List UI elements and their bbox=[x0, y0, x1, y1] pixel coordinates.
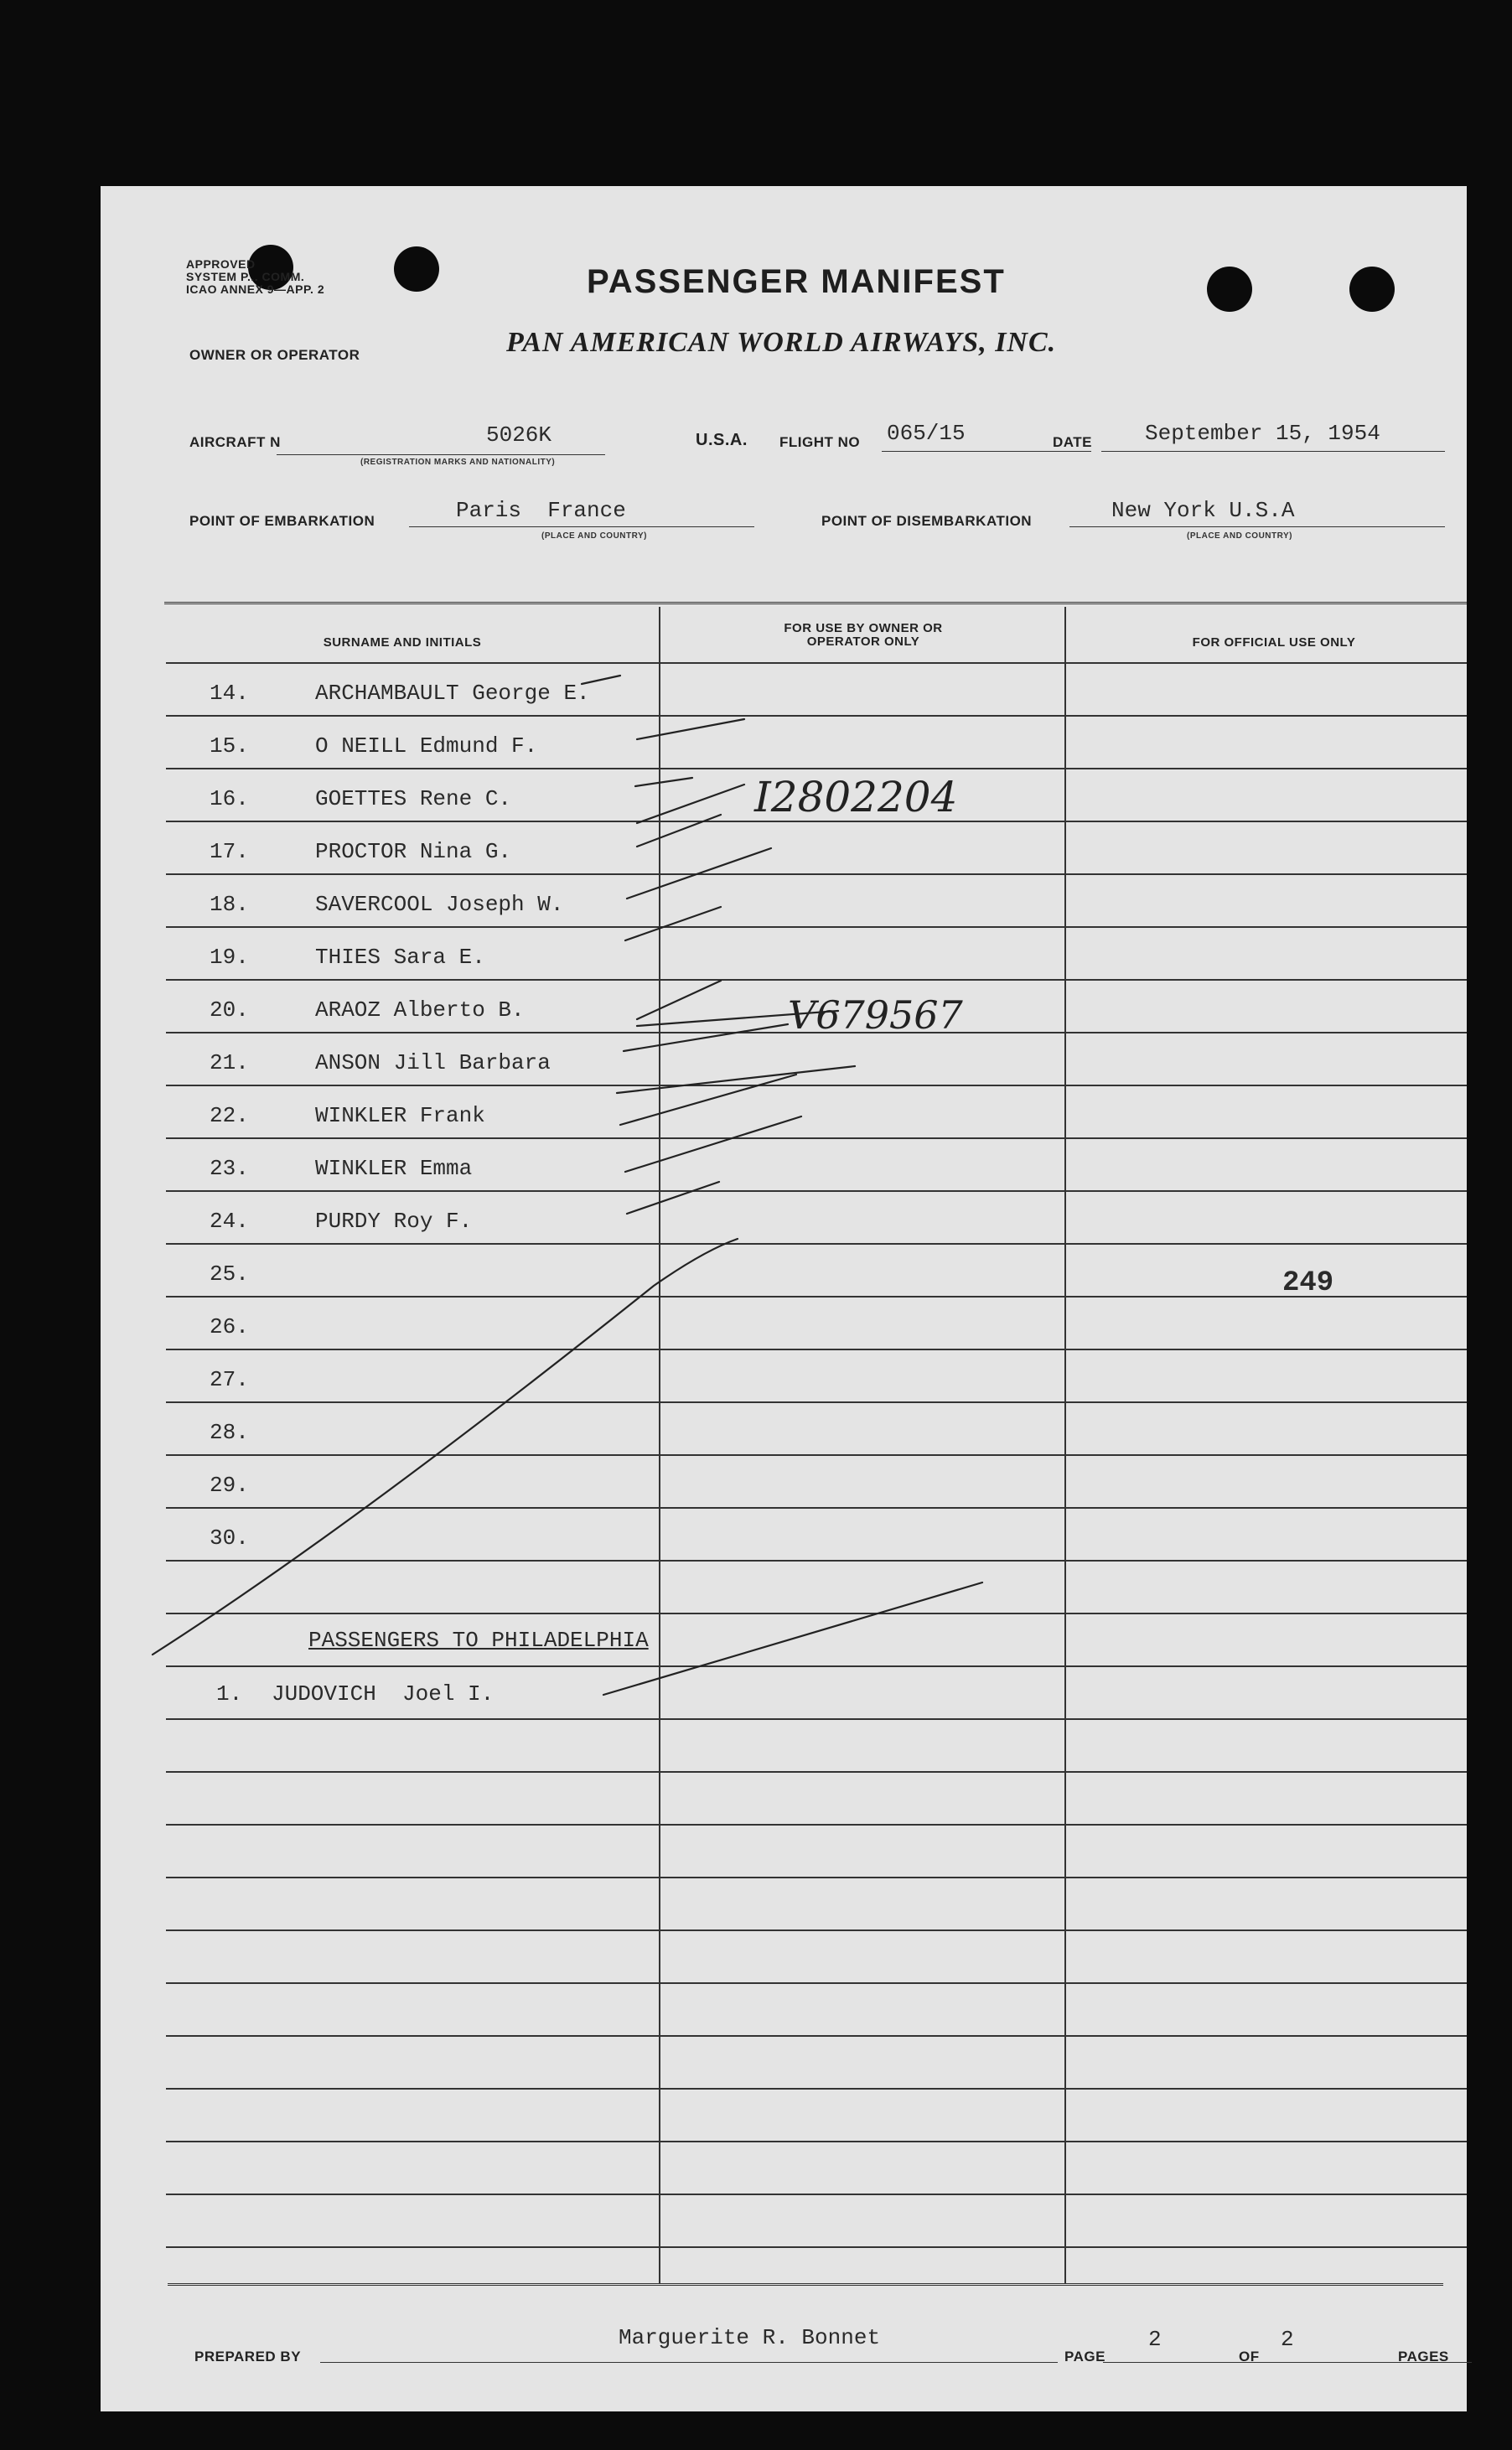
row-number: 24. bbox=[210, 1209, 249, 1234]
aircraft-sub: (REGISTRATION MARKS AND NATIONALITY) bbox=[360, 458, 556, 467]
prepared-by-value: Marguerite R. Bonnet bbox=[619, 2325, 881, 2350]
passenger-name: ARAOZ Alberto B. bbox=[315, 997, 525, 1023]
row-number: 23. bbox=[210, 1156, 249, 1181]
passenger-name: ARCHAMBAULT George E. bbox=[315, 681, 590, 706]
column-header-official-use: FOR OFFICIAL USE ONLY bbox=[1192, 635, 1356, 650]
flight-label: FLIGHT NO bbox=[779, 434, 861, 450]
embarkation-sub: (PLACE AND COUNTRY) bbox=[541, 531, 647, 541]
column-header-surname: SURNAME AND INITIALS bbox=[323, 635, 482, 650]
row-number: 30. bbox=[210, 1525, 249, 1551]
row-number: 20. bbox=[210, 997, 249, 1023]
row-number: 26. bbox=[210, 1314, 249, 1339]
passenger-name: PROCTOR Nina G. bbox=[315, 839, 512, 864]
footer-page-line bbox=[1103, 2362, 1472, 2363]
row-number: 22. bbox=[210, 1103, 249, 1128]
embarkation-value: Paris France bbox=[456, 498, 626, 523]
passenger-name: ANSON Jill Barbara bbox=[315, 1050, 551, 1075]
approval-line: SYSTEM P... COMM. bbox=[186, 270, 305, 283]
page-value: 2 bbox=[1148, 2327, 1162, 2352]
philadelphia-heading: PASSENGERS TO PHILADELPHIA bbox=[308, 1628, 649, 1653]
passenger-name: GOETTES Rene C. bbox=[315, 786, 512, 811]
pen-check-marks bbox=[101, 186, 1467, 2411]
disembarkation-label: POINT OF DISEMBARKATION bbox=[821, 513, 1033, 529]
row-number: 17. bbox=[210, 839, 249, 864]
approval-line: ICAO ANNEX 9—APP. 2 bbox=[186, 282, 325, 296]
date-value: September 15, 1954 bbox=[1145, 421, 1380, 446]
airline-name: PAN AMERICAN WORLD AIRWAYS, INC. bbox=[506, 327, 1057, 358]
manifest-sheet bbox=[101, 186, 1467, 2411]
column-header-owner-use: FOR USE BY OWNER OR OPERATOR ONLY bbox=[784, 621, 943, 649]
row-number: 27. bbox=[210, 1367, 249, 1392]
row-number: 21. bbox=[210, 1050, 249, 1075]
pages-label: PAGES bbox=[1398, 2349, 1449, 2365]
page-label: PAGE bbox=[1064, 2349, 1106, 2365]
philadelphia-passenger-name: JUDOVICH Joel I. bbox=[272, 1681, 495, 1707]
aircraft-label: AIRCRAFT N bbox=[189, 434, 281, 450]
row-number: 15. bbox=[210, 733, 249, 759]
embarkation-label: POINT OF EMBARKATION bbox=[189, 513, 375, 529]
of-value: 2 bbox=[1281, 2327, 1294, 2352]
passenger-name: O NEILL Edmund F. bbox=[315, 733, 538, 759]
official-number: 249 bbox=[1282, 1267, 1334, 1299]
row-number: 28. bbox=[210, 1420, 249, 1445]
passenger-name: WINKLER Emma bbox=[315, 1156, 473, 1181]
passenger-name: WINKLER Frank bbox=[315, 1103, 485, 1128]
passenger-name: SAVERCOOL Joseph W. bbox=[315, 892, 564, 917]
row-number: 16. bbox=[210, 786, 249, 811]
page-title: PASSENGER MANIFEST bbox=[587, 263, 1006, 300]
prepared-by-line bbox=[320, 2362, 1058, 2363]
aircraft-value: 5026K bbox=[486, 422, 552, 448]
date-label: DATE bbox=[1053, 434, 1093, 450]
row-number: 29. bbox=[210, 1473, 249, 1498]
passenger-name: THIES Sara E. bbox=[315, 945, 485, 970]
row-number: 25. bbox=[210, 1261, 249, 1287]
handwritten-document-number: V679567 bbox=[788, 992, 963, 1038]
approval-line: APPROVED bbox=[186, 257, 256, 271]
row-number: 19. bbox=[210, 945, 249, 970]
disembarkation-sub: (PLACE AND COUNTRY) bbox=[1187, 531, 1292, 541]
row-number: 14. bbox=[210, 681, 249, 706]
disembarkation-value: New York U.S.A bbox=[1111, 498, 1295, 523]
passenger-name: PURDY Roy F. bbox=[315, 1209, 473, 1234]
nationality: U.S.A. bbox=[696, 431, 748, 449]
owner-label: OWNER OR OPERATOR bbox=[189, 347, 360, 363]
handwritten-document-number: I2802204 bbox=[754, 773, 958, 821]
row-number: 18. bbox=[210, 892, 249, 917]
flight-value: 065/15 bbox=[887, 421, 966, 446]
philadelphia-row-number: 1. bbox=[216, 1681, 243, 1707]
of-label: OF bbox=[1239, 2349, 1260, 2365]
prepared-by-label: PREPARED BY bbox=[194, 2349, 302, 2365]
